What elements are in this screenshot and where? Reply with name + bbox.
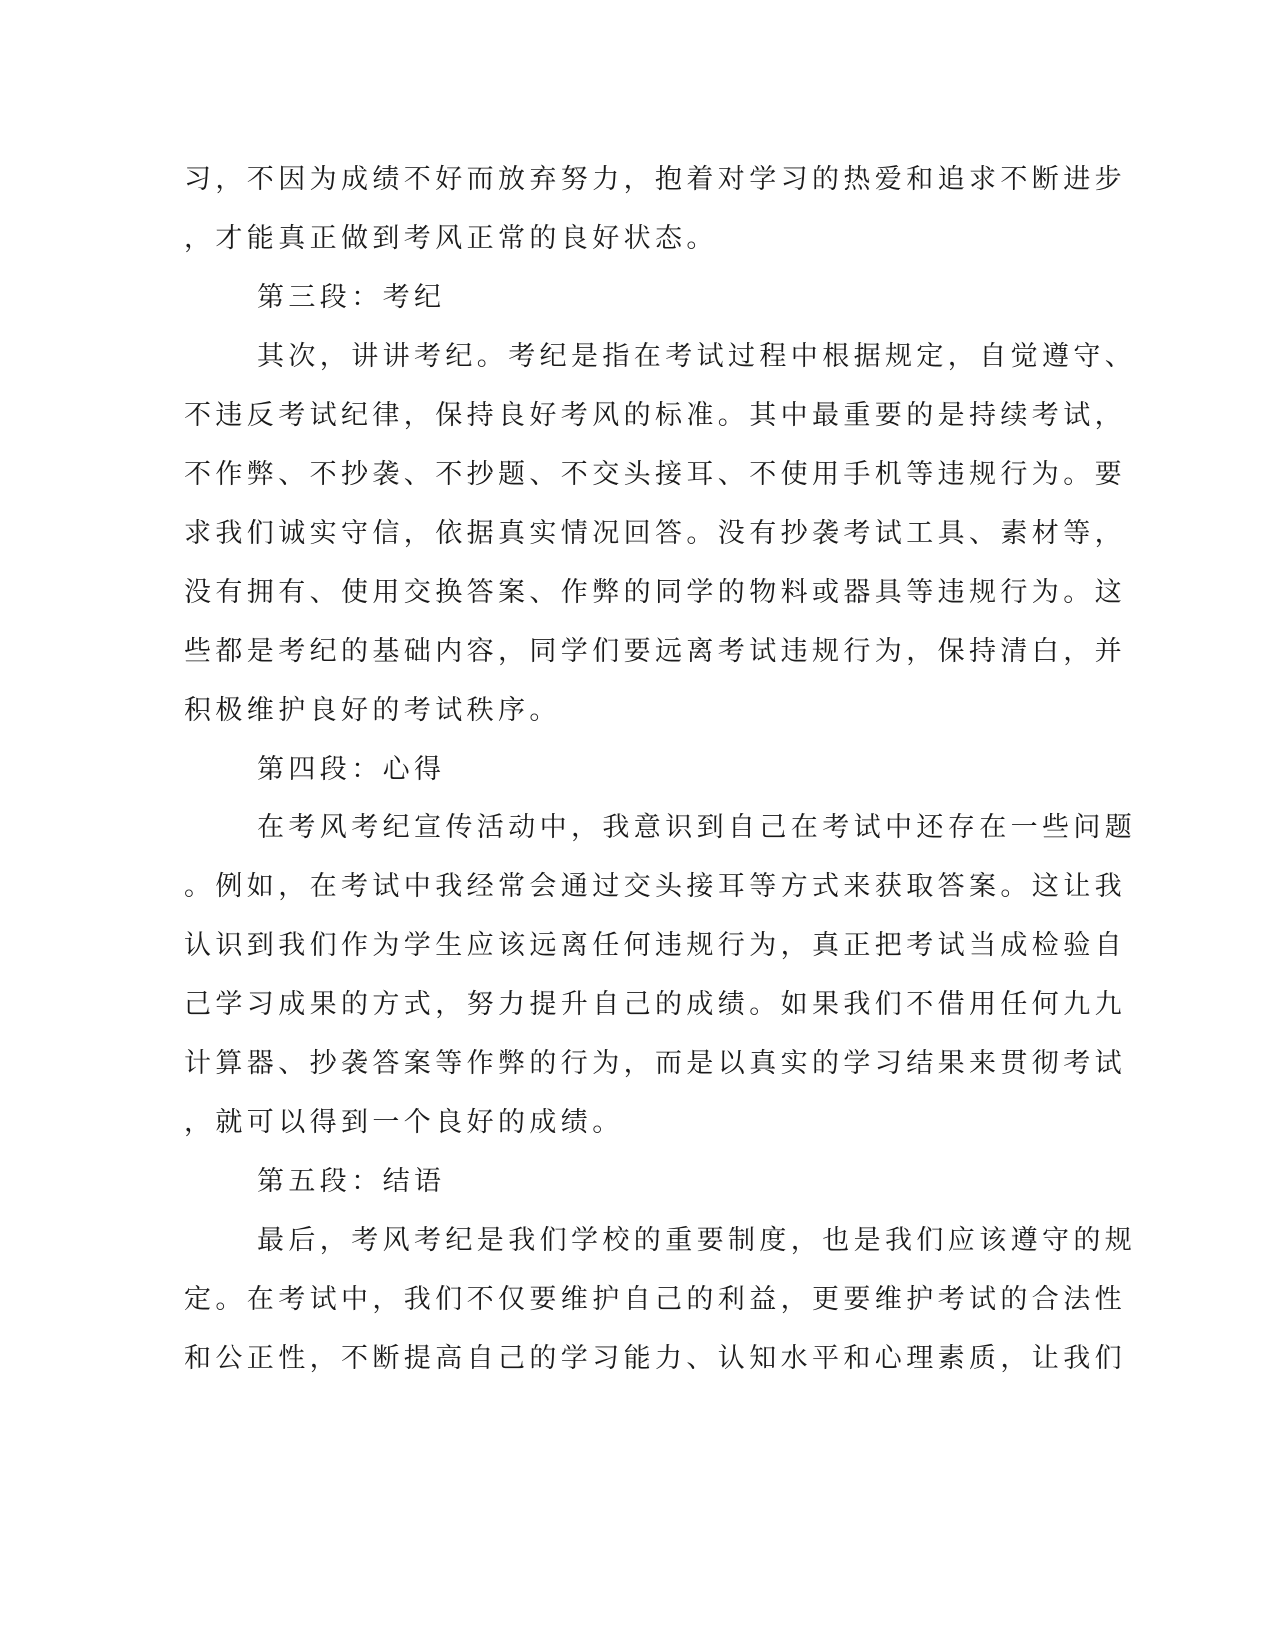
text-line: ，才能真正做到考风正常的良好状态。	[184, 223, 718, 254]
text-line: 习，不因为成绩不好而放弃努力，抱着对学习的热爱和追求不断进步	[184, 164, 1126, 195]
text-line: 积极维护良好的考试秩序。	[184, 695, 561, 726]
text-line: 求我们诚实守信，依据真实情况回答。没有抄袭考试工具、素材等，	[184, 518, 1126, 549]
text-line: 不作弊、不抄袭、不抄题、不交头接耳、不使用手机等违规行为。要	[184, 459, 1126, 490]
text-line: 些都是考纪的基础内容，同学们要远离考试违规行为，保持清白，并	[184, 636, 1126, 667]
text-line: 在考风考纪宣传活动中，我意识到自己在考试中还存在一些问题	[257, 812, 1137, 843]
text-line: 。例如，在考试中我经常会通过交头接耳等方式来获取答案。这让我	[184, 871, 1126, 902]
text-line: 己学习成果的方式，努力提升自己的成绩。如果我们不借用任何九九	[184, 989, 1126, 1020]
text-line: 其次，讲讲考纪。考纪是指在考试过程中根据规定，自觉遵守、	[257, 341, 1137, 372]
text-line: 和公正性，不断提高自己的学习能力、认知水平和心理素质，让我们	[184, 1343, 1126, 1374]
text-line: 认识到我们作为学生应该远离任何违规行为，真正把考试当成检验自	[184, 930, 1126, 961]
text-line: 没有拥有、使用交换答案、作弊的同学的物料或器具等违规行为。这	[184, 577, 1126, 608]
text-line: ，就可以得到一个良好的成绩。	[184, 1107, 624, 1138]
section-heading: 第三段：考纪	[257, 282, 446, 313]
section-heading: 第五段：结语	[257, 1166, 446, 1197]
text-line: 最后，考风考纪是我们学校的重要制度，也是我们应该遵守的规	[257, 1225, 1137, 1256]
section-heading: 第四段：心得	[257, 754, 446, 785]
text-line: 定。在考试中，我们不仅要维护自己的利益，更要维护考试的合法性	[184, 1284, 1126, 1315]
text-line: 计算器、抄袭答案等作弊的行为，而是以真实的学习结果来贯彻考试	[184, 1048, 1126, 1079]
text-line: 不违反考试纪律，保持良好考风的标准。其中最重要的是持续考试，	[184, 400, 1126, 431]
